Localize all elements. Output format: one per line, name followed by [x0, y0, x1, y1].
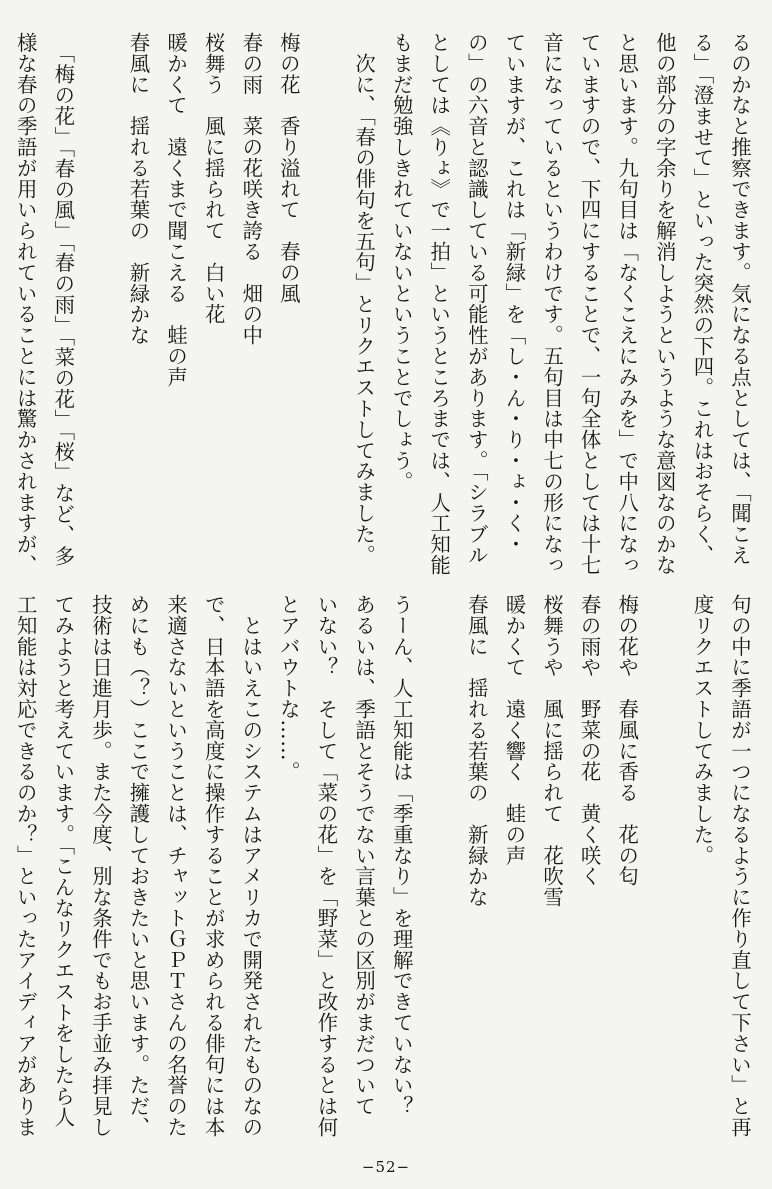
lower-text-block: 句の中に季語が一つになるように作り直して下さい」と再 度リクエストしてみました。 梅の花や 春風に香る 花の匂 春の雨や 野菜の花 黄く咲く 桜舞うや 風に揺られて 花吹雪 暖かくて 遠く響く 蛙の声 春風に 揺れる若葉の 新緑かな うーん、人工知能は「季重なり」を理解できていない？ あるいは、季語とそうでない言葉との区別がまだついて いない？ そして「菜の花」を「野菜」と改作するとは何 とアバウトな……。 とはいえこのシステムはアメリカで開発されたものなの で、日本語を高度に操作することが求められる俳句には本 来適さないということは、チャットＧＰＴさんの名誉のた めにも（？）ここで擁護しておきたいと思います。ただ、 技術は日進月歩。また今度、別な条件でもお手並み拝見し てみようと考えています。「こんなリクエストをしたら人 工知能は対応できるのか？」といったアイディアがありま — [13, 594, 752, 1138]
upper-text-block: るのかなと推察できます。気になる点としては、「聞こえ る」「澄ませて」といった突然の下四。これはおそらく、 他の部分の字余りを解消しようというような意図なのかな と思います。九句目は「なくこえにみみを」で中八になっ ていますので、下四にすることで、一句全体としては十七 音になっているというわけです。五句目は中七の形になっ ていますが、これは「新緑」を「し・ん・り・ょ・く・ の」の六音と認識している可能性があります。「シラブル としては《りょ》で一拍」というところまでは、人工知能 もまだ勉強しきれていないということでしょう。 次に、「春の俳句を五句」とリクエストしてみました。 梅の花 香り溢れて 春の風 春の雨 菜の花咲き誇る 畑の中 桜舞う 風に揺られて 白い花 暖かくて 遠くまで聞こえる 蛙の声 春風に 揺れる若葉の 新緑かな 「梅の花」「春の風」「春の雨」「菜の花」「桜」など、多 様な春の季語が用いられていることには驚かされますが、 — [13, 32, 752, 576]
page-number: −52− — [361, 1158, 411, 1176]
